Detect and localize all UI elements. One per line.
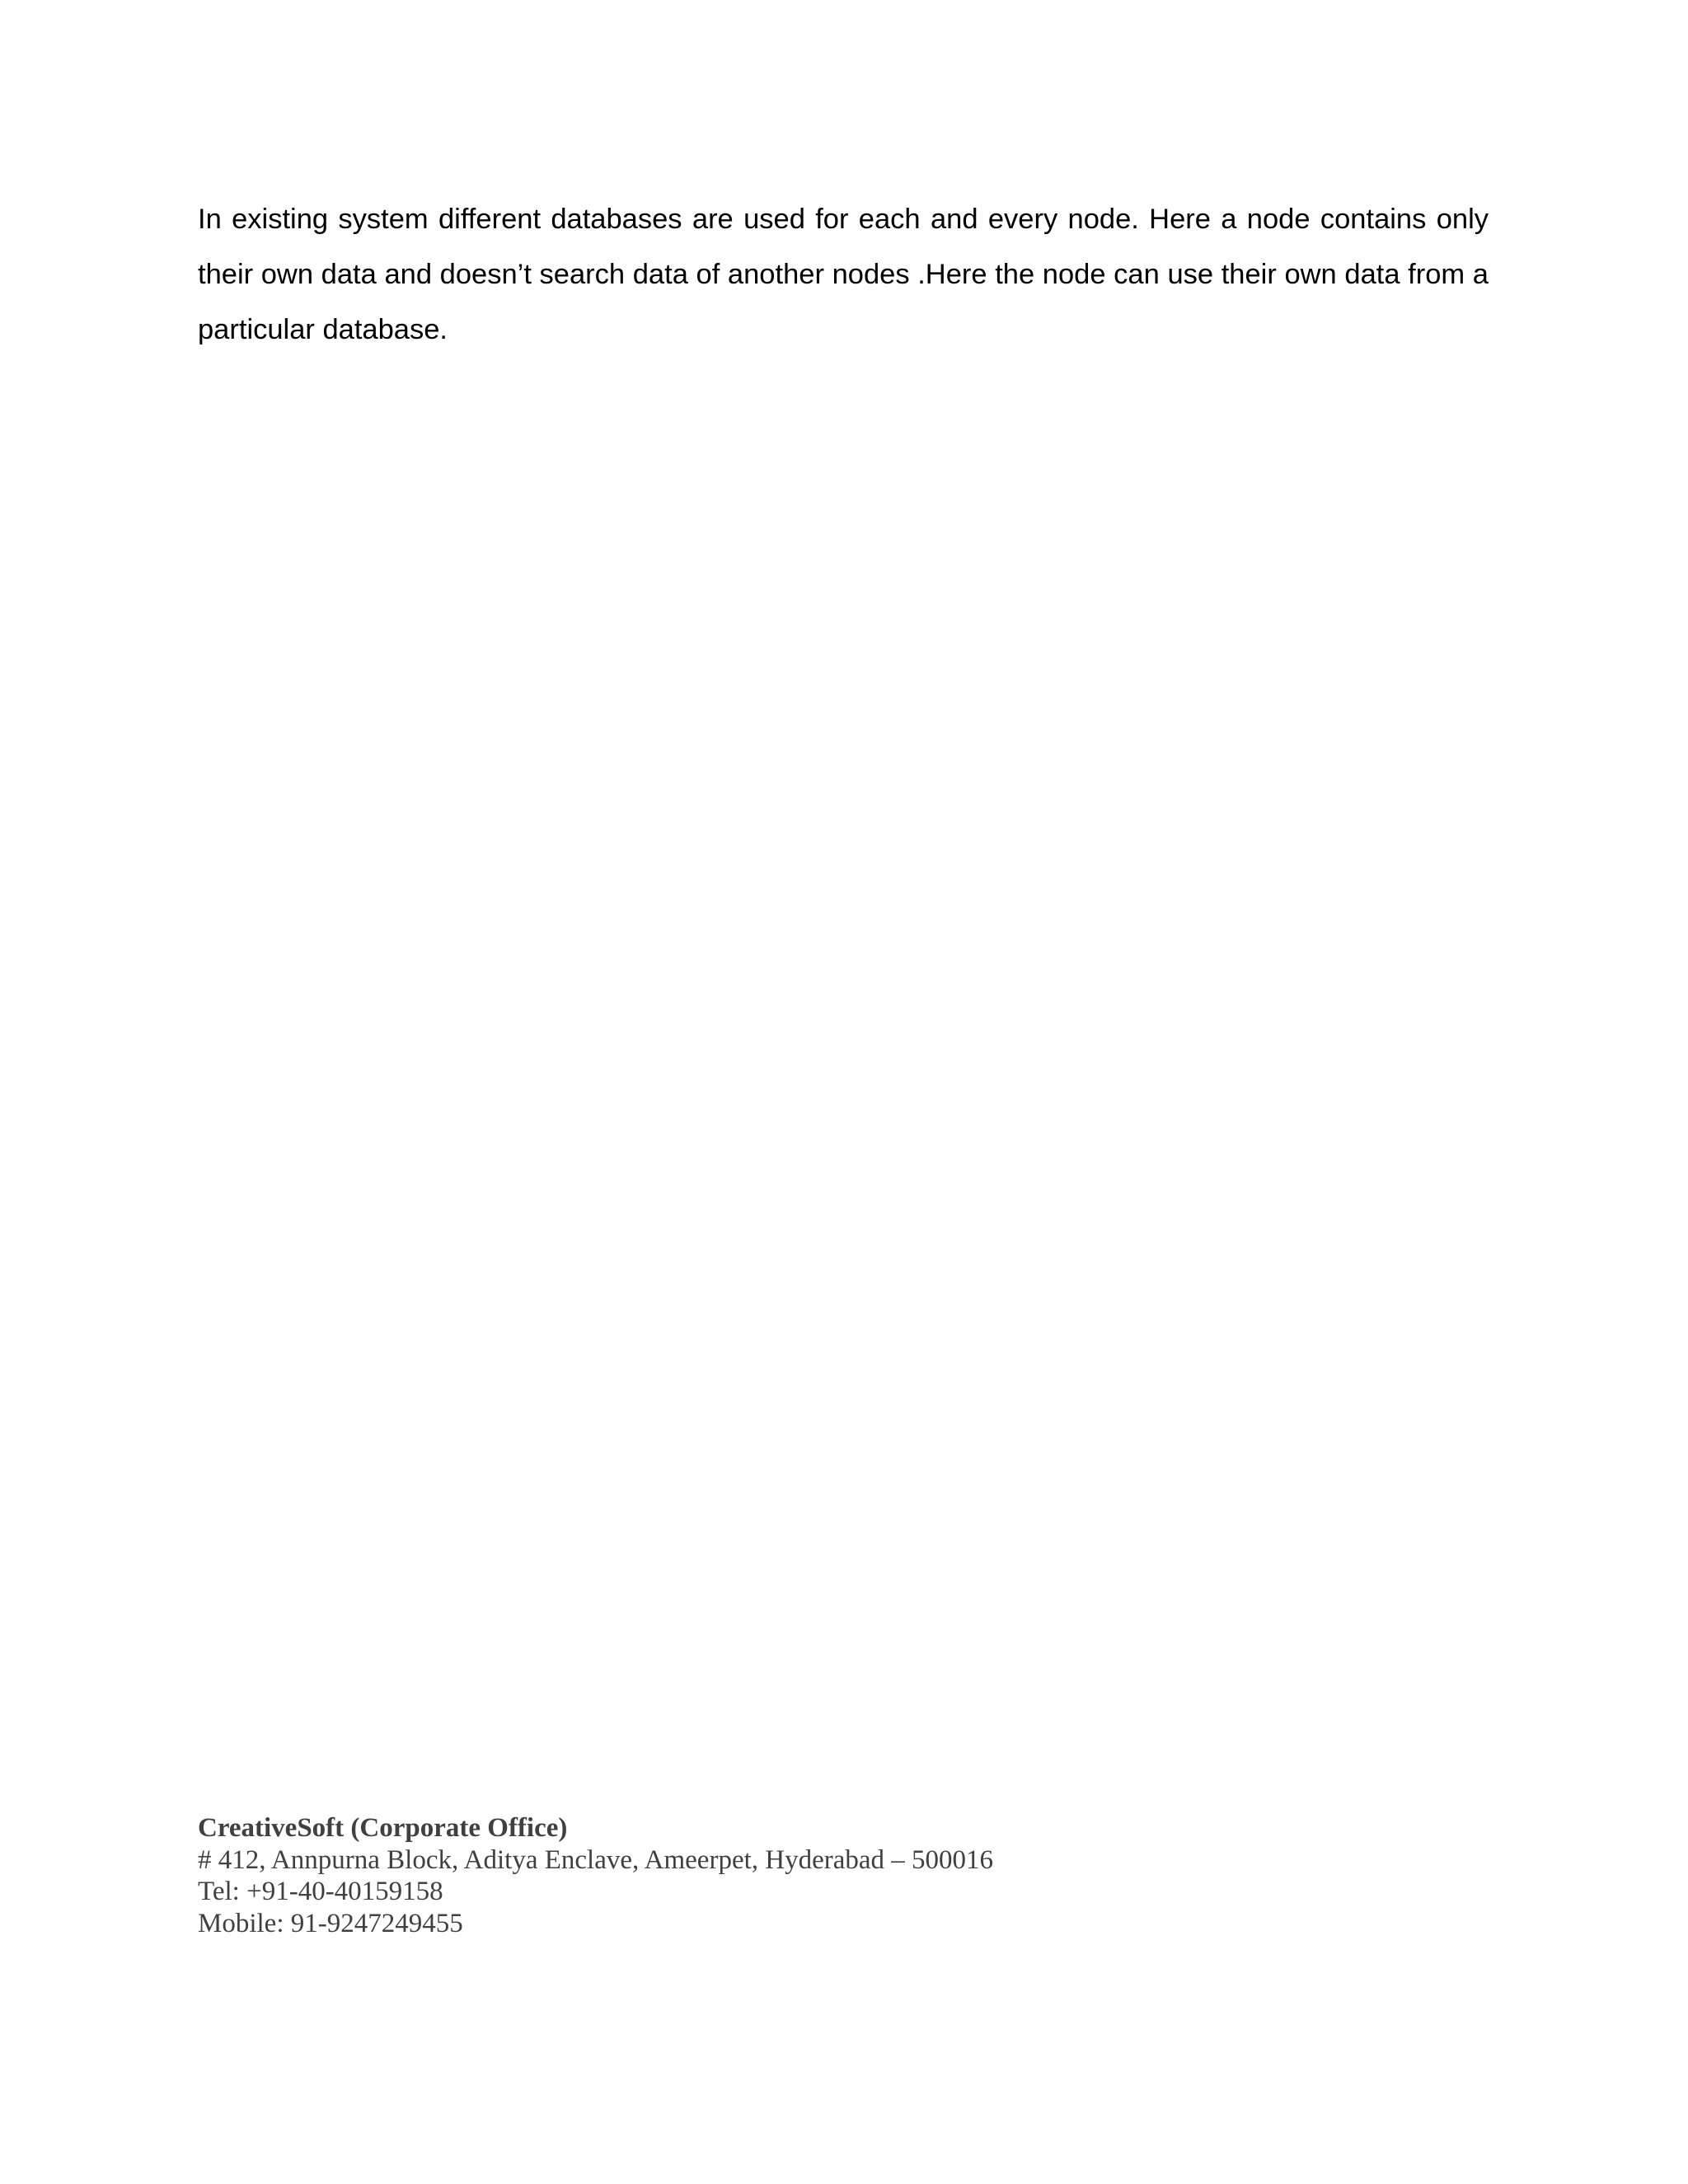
page-footer	[198, 1812, 1434, 1939]
body-paragraph: In existing system different databases are used for each and every node. Here a node contains only their own data and doesn’t search data of another nodes .Here the node can use their own data from a particular database.	[198, 204, 1489, 345]
footer-address: # 412, Annpurna Block, Aditya Enclave, Ameerpet, Hyderabad – 500016	[198, 1844, 994, 1875]
footer-mobile: Mobile: 91-9247249455	[198, 1908, 463, 1938]
footer-telephone: Tel: +91-40-40159158	[198, 1877, 443, 1906]
footer-company-name: CreativeSoft (Corporate Office)	[198, 1813, 568, 1843]
